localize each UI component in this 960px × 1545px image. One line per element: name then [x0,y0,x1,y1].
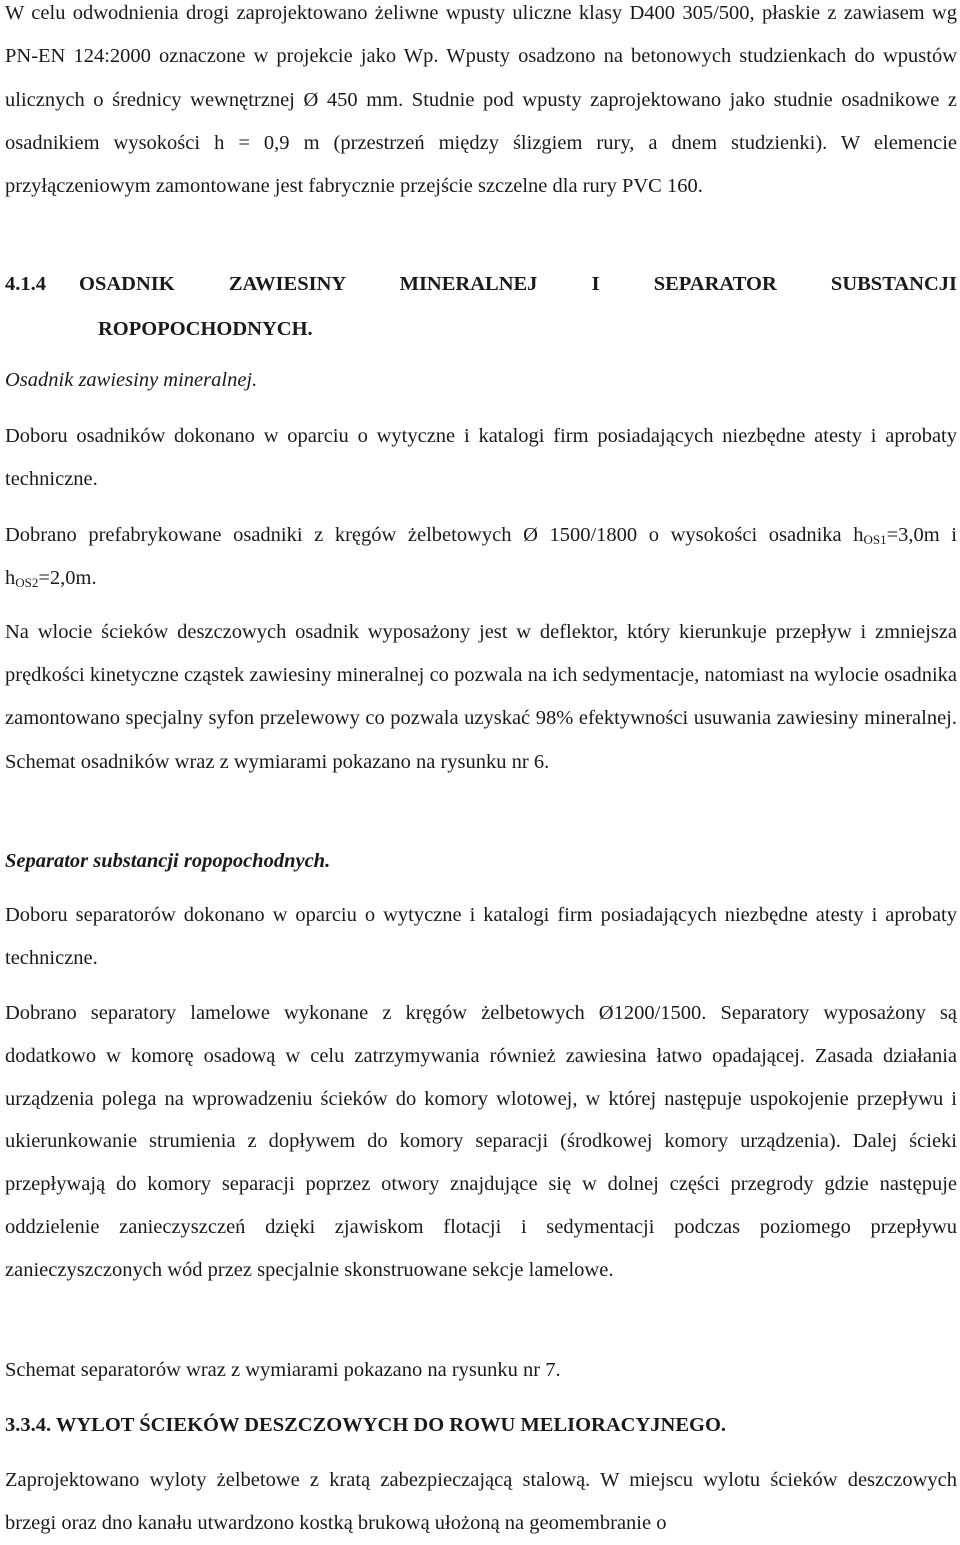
paragraph-sediment-trap-chosen [5,514,957,600]
subheading-oil-separator: Separator substancji ropopochodnych. [5,850,331,872]
section-title-line2: ROPOPOCHODNYCH. [98,318,313,340]
text-fragment: Dobrano prefabrykowane osadniki z kręgów żelbetowych Ø 1500/1800 o wysokości osadnika h [5,524,864,546]
text-fragment: =2,0m. [38,567,97,590]
paragraph-outlet-design: Zaprojektowano wyloty żelbetowe z kratą zabezpieczającą stalową. W miejscu wylotu ścieków deszczowych brzegi oraz dno kanału utwardzono kostką brukową ułożoną na geomembranie o [5,1469,957,1535]
section-number: 4.1.4 [5,273,46,295]
section-heading-4-1-4-line1 [5,262,957,307]
subscript: OS1 [863,532,887,547]
paragraph-sediment-trap-selection: Doboru osadników dokonano w oparciu o wytyczne i katalogi firm posiadających niezbędne atesty i aprobaty techniczne. [5,425,957,491]
paragraph-separator-scheme: Schemat separatorów wraz z wymiarami pokazano na rysunku nr 7. [5,1359,561,1381]
text-fragment: =3,0m i h [5,524,957,590]
section-heading-4-1-4 [5,262,957,352]
subheading-sediment-trap: Osadnik zawiesiny mineralnej. [5,369,258,391]
section-heading-3-3-4: 3.3.4. WYLOT ŚCIEKÓW DESZCZOWYCH DO ROWU MELIORACYJNEGO. [5,1414,727,1436]
section-title-line1: OSADNIK ZAWIESINY MINERALNEJ I SEPARATOR SUBSTANCJI [79,273,957,295]
paragraph-separator-selection: Doboru separatorów dokonano w oparciu o wytyczne i katalogi firm posiadających niezbędne atesty i aprobaty techniczne. [5,904,957,970]
subscript: OS2 [15,575,39,591]
paragraph-inlet-deflector: Na wlocie ścieków deszczowych osadnik wyposażony jest w deflektor, który kierunkuje przepływ i zmniejsza prędkości kinetyczne cząstek zawiesiny mineralnej co pozwala na ich sedymentacje, natomiast na wylocie osadnika zamontowano specjalny syfon przelewowy co pozwala uzyskać 98% efektywności usuwania zawiesiny mineralnej. Schemat osadników wraz z wymiarami pokazano na rysunku nr 6. [5,621,957,773]
paragraph-separator-chosen: Dobrano separatory lamelowe wykonane z kręgów żelbetowych Ø1200/1500. Separatory wyposażony są dodatkowo w komorę osadową w celu zatrzymywania również zawiesina łatwo opadającej. Zasada działania urządzenia polega na wprowadzeniu ścieków do komory wlotowej, w której następuje uspokojenie przepływu i ukierunkowanie strumienia z dopływem do komory separacji (środkowej komory urządzenia). Dalej ścieki przepływają do komory separacji poprzez otwory znajdujące się w dolnej części przegrody gdzie następuje oddzielenie zanieczyszczeń dzięki zjawiskom flotacji i sedymentacji podczas poziomego przepływu zanieczyszczonych wód przez specjalnie skonstruowane sekcje lamelowe. [5,1002,957,1281]
paragraph-road-inlets: W celu odwodnienia drogi zaprojektowano żeliwne wpusty uliczne klasy D400 305/500, płaskie z zawiasem wg PN-EN 124:2000 oznaczone w projekcie jako Wp. Wpusty osadzono na betonowych studzienkach do wpustów ulicznych o średnicy wewnętrznej Ø 450 mm. Studnie pod wpusty zaprojektowano jako studnie osadnikowe z osadnikiem wysokości h = 0,9 m (przestrzeń między ślizgiem rury, a dnem studzienki). W elemencie przyłączeniowym zamontowane jest fabrycznie przejście szczelne dla rury PVC 160. [5,2,957,198]
